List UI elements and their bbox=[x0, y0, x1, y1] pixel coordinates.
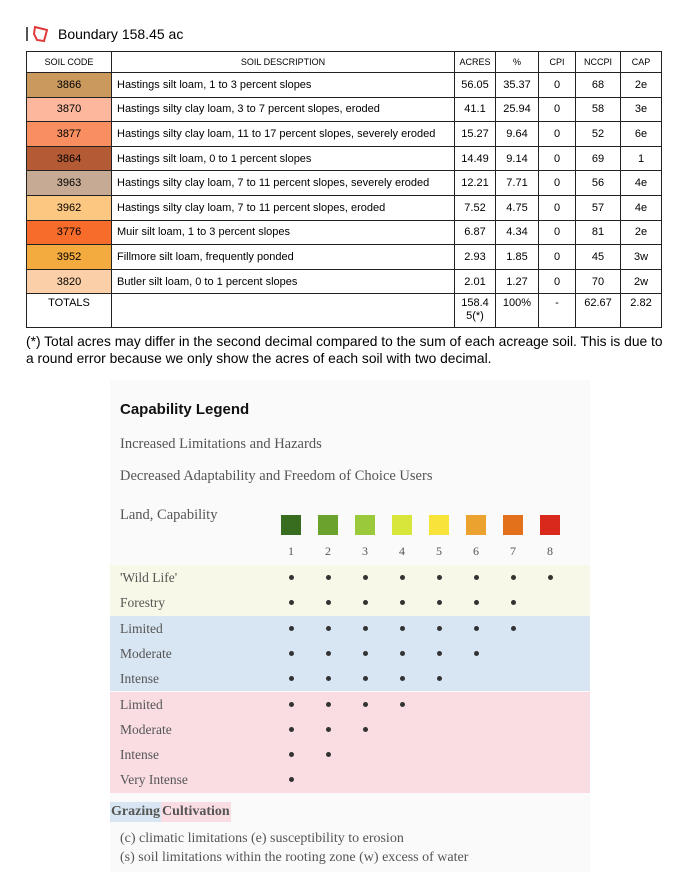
cultivation-row-band bbox=[110, 717, 590, 742]
nccpi-cell: 57 bbox=[576, 195, 621, 220]
boundary-polygon-icon bbox=[32, 25, 50, 43]
legend-dot bbox=[363, 727, 368, 732]
soil-code-cell: 3962 bbox=[27, 195, 112, 220]
legend-dot bbox=[511, 600, 516, 605]
legend-dot bbox=[400, 575, 405, 580]
col-header-soil-code: SOIL CODE bbox=[27, 52, 112, 73]
percent-cell: 1.85 bbox=[496, 245, 539, 270]
soil-description-cell: Hastings silt loam, 0 to 1 percent slopes bbox=[112, 146, 455, 171]
cpi-cell: 0 bbox=[539, 73, 576, 98]
capability-class-8-swatch bbox=[540, 515, 560, 535]
cap-cell: 4e bbox=[621, 195, 662, 220]
legend-dot bbox=[363, 626, 368, 631]
percent-cell: 4.34 bbox=[496, 220, 539, 245]
legend-dot bbox=[289, 575, 294, 580]
acres-cell: 2.01 bbox=[455, 269, 496, 294]
legend-note-soil-water: (s) soil limitations within the rooting zone (w) excess of water bbox=[120, 850, 469, 865]
acres-cell: 6.87 bbox=[455, 220, 496, 245]
soil-description-cell: Butler silt loam, 0 to 1 percent slopes bbox=[112, 269, 455, 294]
capability-class-number: 1 bbox=[288, 544, 294, 558]
soil-description-cell: Hastings silty clay loam, 11 to 17 percent slopes, severely eroded bbox=[112, 122, 455, 147]
legend-dot bbox=[289, 777, 294, 782]
legend-row-label: Intense bbox=[120, 747, 159, 763]
cap-cell: 2e bbox=[621, 220, 662, 245]
legend-dot bbox=[289, 600, 294, 605]
acres-cell: 56.05 bbox=[455, 73, 496, 98]
cpi-cell: 0 bbox=[539, 269, 576, 294]
cpi-cell: 0 bbox=[539, 171, 576, 196]
legend-row-label: Very Intense bbox=[120, 772, 188, 788]
percent-cell: 1.27 bbox=[496, 269, 539, 294]
capability-class-5-swatch bbox=[429, 515, 449, 535]
acres-cell: 15.27 bbox=[455, 122, 496, 147]
cpi-cell: 0 bbox=[539, 146, 576, 171]
grazing-row-band bbox=[110, 641, 590, 666]
legend-dot bbox=[363, 676, 368, 681]
acres-cell: 12.21 bbox=[455, 171, 496, 196]
col-header-acres: ACRES bbox=[455, 52, 496, 73]
soil-code-cell: 3820 bbox=[27, 269, 112, 294]
nccpi-cell: 68 bbox=[576, 73, 621, 98]
nccpi-cell: 58 bbox=[576, 97, 621, 122]
percent-cell: 9.14 bbox=[496, 146, 539, 171]
nccpi-cell: 45 bbox=[576, 245, 621, 270]
nccpi-cell: 69 bbox=[576, 146, 621, 171]
col-header-cap: CAP bbox=[621, 52, 662, 73]
col-header-percent: % bbox=[496, 52, 539, 73]
table-row bbox=[27, 245, 662, 270]
wild-row-band bbox=[110, 590, 590, 615]
legend-dot bbox=[326, 626, 331, 631]
legend-dot bbox=[326, 752, 331, 757]
legend-dot bbox=[363, 575, 368, 580]
capability-class-2-swatch bbox=[318, 515, 338, 535]
legend-title: Capability Legend bbox=[120, 401, 250, 418]
legend-dot bbox=[474, 626, 479, 631]
totals-label: TOTALS bbox=[27, 294, 112, 328]
legend-land-capability-label: Land, Capability bbox=[120, 507, 218, 523]
legend-row-label: Limited bbox=[120, 696, 163, 712]
table-row bbox=[27, 195, 662, 220]
legend-dot bbox=[289, 702, 294, 707]
legend-row-label: Limited bbox=[120, 620, 163, 636]
percent-cell: 25.94 bbox=[496, 97, 539, 122]
table-row bbox=[27, 73, 662, 98]
legend-dot bbox=[289, 752, 294, 757]
capability-class-number: 7 bbox=[510, 544, 516, 558]
cultivation-row-band bbox=[110, 692, 590, 717]
acres-cell: 41.1 bbox=[455, 97, 496, 122]
soil-code-cell: 3866 bbox=[27, 73, 112, 98]
legend-dot bbox=[548, 575, 553, 580]
soil-code-cell: 3877 bbox=[27, 122, 112, 147]
legend-dot bbox=[437, 626, 442, 631]
cap-cell: 2e bbox=[621, 73, 662, 98]
table-row bbox=[27, 171, 662, 196]
legend-dot bbox=[400, 651, 405, 656]
table-row bbox=[27, 146, 662, 171]
legend-dot bbox=[363, 651, 368, 656]
table-row bbox=[27, 122, 662, 147]
legend-row-label: 'Wild Life' bbox=[120, 570, 178, 585]
legend-adaptability-line: Decreased Adaptability and Freedom of Choice Users bbox=[120, 468, 433, 484]
col-header-nccpi: NCCPI bbox=[576, 52, 621, 73]
legend-dot bbox=[400, 676, 405, 681]
cap-cell: 6e bbox=[621, 122, 662, 147]
soil-code-cell: 3776 bbox=[27, 220, 112, 245]
table-row bbox=[27, 269, 662, 294]
legend-dot bbox=[289, 626, 294, 631]
legend-row-label: Moderate bbox=[120, 645, 172, 661]
cultivation-row-band bbox=[110, 742, 590, 767]
legend-dot bbox=[437, 676, 442, 681]
legend-dot bbox=[363, 702, 368, 707]
soil-description-cell: Hastings silt loam, 1 to 3 percent slopes bbox=[112, 73, 455, 98]
acreage-footnote: (*) Total acres may differ in the second decimal compared to the sum of each acreage soil. This is due to a round error because we only show the acres of each soil with two decimal. bbox=[26, 334, 663, 366]
boundary-header bbox=[26, 24, 183, 44]
grazing-key: Grazing bbox=[110, 802, 161, 822]
soil-description-cell: Hastings silty clay loam, 7 to 11 percent slopes, severely eroded bbox=[112, 171, 455, 196]
capability-class-1-swatch bbox=[281, 515, 301, 535]
legend-note-climatic-erosion: (c) climatic limitations (e) susceptibility to erosion bbox=[120, 831, 404, 846]
capability-class-number: 8 bbox=[547, 544, 553, 558]
separator-bar bbox=[26, 27, 28, 41]
legend-dot bbox=[400, 600, 405, 605]
capability-legend bbox=[110, 380, 590, 872]
legend-dot bbox=[474, 600, 479, 605]
table-header-row bbox=[27, 52, 662, 73]
legend-dot bbox=[289, 651, 294, 656]
grazing-row-band bbox=[110, 616, 590, 641]
percent-cell: 35.37 bbox=[496, 73, 539, 98]
totals-nccpi: 62.67 bbox=[576, 294, 621, 328]
cap-cell: 3e bbox=[621, 97, 662, 122]
cpi-cell: 0 bbox=[539, 220, 576, 245]
cpi-cell: 0 bbox=[539, 122, 576, 147]
capability-class-number: 6 bbox=[473, 544, 479, 558]
capability-class-number: 3 bbox=[362, 544, 368, 558]
cpi-cell: 0 bbox=[539, 195, 576, 220]
percent-cell: 4.75 bbox=[496, 195, 539, 220]
cpi-cell: 0 bbox=[539, 97, 576, 122]
legend-dot bbox=[326, 651, 331, 656]
nccpi-cell: 70 bbox=[576, 269, 621, 294]
cap-cell: 4e bbox=[621, 171, 662, 196]
totals-percent: 100% bbox=[496, 294, 539, 328]
legend-dot bbox=[326, 575, 331, 580]
soil-table bbox=[26, 51, 662, 328]
legend-dot bbox=[326, 600, 331, 605]
soil-code-cell: 3864 bbox=[27, 146, 112, 171]
cap-cell: 1 bbox=[621, 146, 662, 171]
soil-code-cell: 3963 bbox=[27, 171, 112, 196]
soil-code-cell: 3952 bbox=[27, 245, 112, 270]
legend-row-label: Moderate bbox=[120, 721, 172, 737]
totals-row bbox=[27, 294, 662, 328]
legend-dot bbox=[437, 600, 442, 605]
legend-dot bbox=[474, 651, 479, 656]
capability-class-6-swatch bbox=[466, 515, 486, 535]
legend-dot bbox=[326, 702, 331, 707]
legend-dot bbox=[289, 727, 294, 732]
legend-dot bbox=[326, 676, 331, 681]
acres-cell: 7.52 bbox=[455, 195, 496, 220]
legend-dot bbox=[511, 626, 516, 631]
table-row bbox=[27, 97, 662, 122]
soil-description-cell: Muir silt loam, 1 to 3 percent slopes bbox=[112, 220, 455, 245]
percent-cell: 7.71 bbox=[496, 171, 539, 196]
boundary-label: Boundary 158.45 ac bbox=[58, 26, 184, 42]
cultivation-key: Cultivation bbox=[161, 802, 231, 822]
legend-dot bbox=[363, 600, 368, 605]
totals-cap: 2.82 bbox=[621, 294, 662, 328]
cap-cell: 2w bbox=[621, 269, 662, 294]
nccpi-cell: 56 bbox=[576, 171, 621, 196]
nccpi-cell: 52 bbox=[576, 122, 621, 147]
legend-limitations-line: Increased Limitations and Hazards bbox=[120, 436, 322, 452]
totals-acres: 158.4 5(*) bbox=[455, 294, 496, 328]
totals-blank bbox=[112, 294, 455, 328]
col-header-cpi: CPI bbox=[539, 52, 576, 73]
legend-row-label: Intense bbox=[120, 671, 159, 687]
totals-cpi: - bbox=[539, 294, 576, 328]
capability-class-7-swatch bbox=[503, 515, 523, 535]
legend-dot bbox=[474, 575, 479, 580]
acres-cell: 2.93 bbox=[455, 245, 496, 270]
legend-dot bbox=[400, 626, 405, 631]
legend-dot bbox=[400, 702, 405, 707]
legend-dot bbox=[437, 651, 442, 656]
percent-cell: 9.64 bbox=[496, 122, 539, 147]
soil-description-cell: Fillmore silt loam, frequently ponded bbox=[112, 245, 455, 270]
legend-dot bbox=[437, 575, 442, 580]
capability-class-number: 4 bbox=[399, 544, 405, 558]
cpi-cell: 0 bbox=[539, 245, 576, 270]
acres-cell: 14.49 bbox=[455, 146, 496, 171]
soil-description-cell: Hastings silty clay loam, 3 to 7 percent slopes, eroded bbox=[112, 97, 455, 122]
wild-row-band bbox=[110, 565, 590, 590]
legend-row-label: Forestry bbox=[120, 595, 165, 611]
capability-class-number: 2 bbox=[325, 544, 331, 558]
legend-dot bbox=[511, 575, 516, 580]
capability-class-4-swatch bbox=[392, 515, 412, 535]
grazing-row-band bbox=[110, 666, 590, 691]
legend-dot bbox=[326, 727, 331, 732]
soil-description-cell: Hastings silty clay loam, 7 to 11 percent slopes, eroded bbox=[112, 195, 455, 220]
col-header-soil-description: SOIL DESCRIPTION bbox=[112, 52, 455, 73]
table-row bbox=[27, 220, 662, 245]
legend-dot bbox=[289, 676, 294, 681]
capability-class-number: 5 bbox=[436, 544, 442, 558]
soil-code-cell: 3870 bbox=[27, 97, 112, 122]
capability-class-3-swatch bbox=[355, 515, 375, 535]
cap-cell: 3w bbox=[621, 245, 662, 270]
nccpi-cell: 81 bbox=[576, 220, 621, 245]
